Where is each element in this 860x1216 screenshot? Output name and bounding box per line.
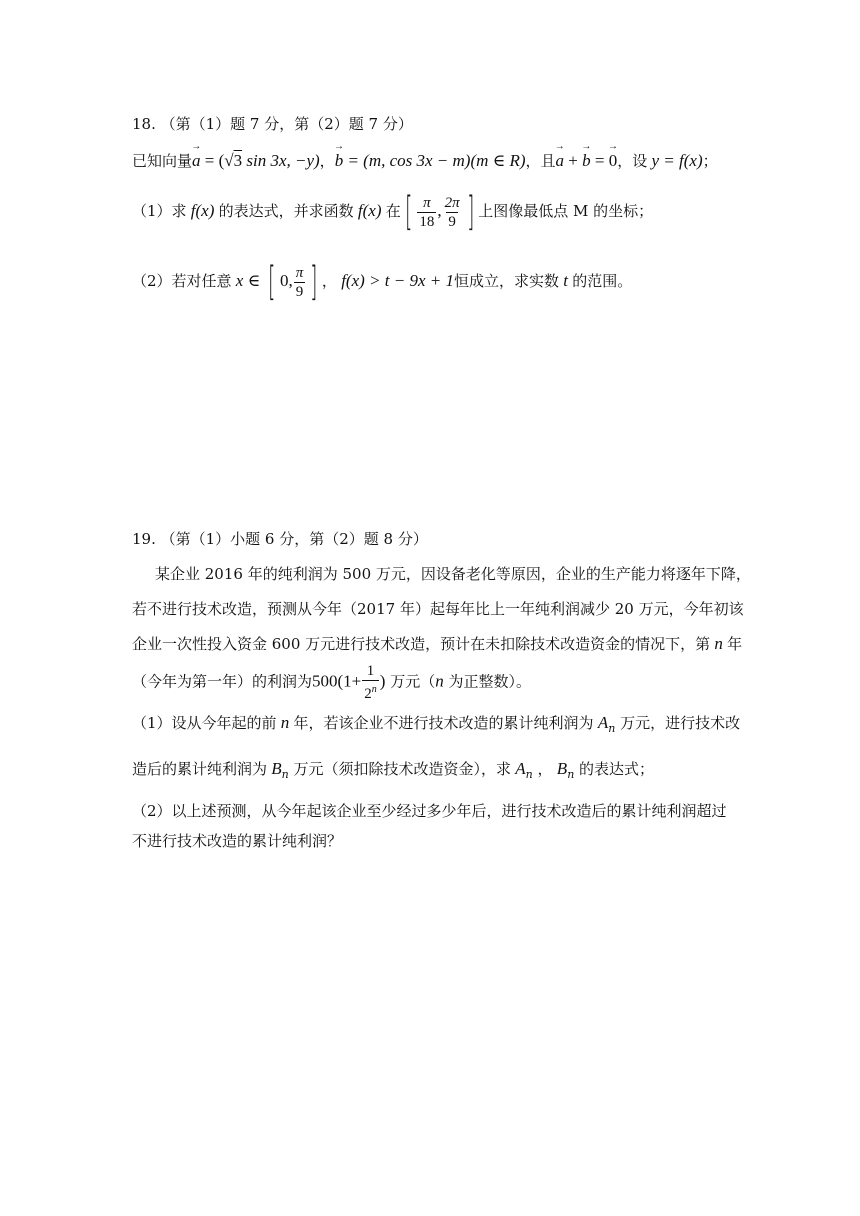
q18-p1-mid: 的表达式，并求函数: [218, 202, 354, 220]
q19-header: 19. （第（1）小题 6 分，第（2）题 8 分）: [132, 530, 428, 548]
q19-part2-line2: 不进行技术改造的累计纯利润？: [132, 832, 343, 850]
q18-p2-x: x ∈: [231, 271, 265, 290]
set-text: ，设: [617, 152, 648, 170]
q18-p1-fx2: f(x): [353, 201, 386, 220]
q19-para-line4: [132, 662, 531, 703]
q18-p1-in: 在: [385, 202, 401, 220]
vec-zero: → 0: [609, 151, 618, 171]
sqrt-symbol: √: [224, 151, 234, 170]
q18-p1-fx1: f(x): [186, 201, 219, 220]
q19-p1-e: 万元（须扣除技术改造资金），求: [288, 760, 512, 778]
right-bracket: ]: [310, 259, 318, 305]
q18-p2-suffix: 的范围。: [572, 272, 633, 290]
q19-p1-B2-sub: n: [567, 768, 575, 781]
q19-p1-A2-sub: n: [525, 768, 533, 781]
q19-para4-a: （今年为第一年）的利润为: [132, 672, 313, 691]
q19-para4-n: n: [435, 671, 444, 691]
q18-p2-t: t: [558, 271, 573, 290]
sqrt-three: 3: [233, 151, 243, 170]
q18-part2: [132, 259, 633, 305]
equals-zero: =: [590, 151, 609, 170]
interval-zero: 0,: [280, 271, 293, 290]
q19-para3-b: 年: [727, 635, 743, 653]
plus-sign: +: [564, 151, 583, 170]
q19-p1-A: A: [593, 713, 609, 732]
q19-p1-a: （1）设从今年起的前: [132, 714, 277, 732]
eq-a-part2: sin 3x, −y): [242, 151, 320, 170]
q19-p1-d: 造后的累计纯利润为: [132, 760, 268, 778]
power-exponent: n: [371, 684, 377, 695]
q19-para-line1: 某企业 2016 年的纯利润为 500 万元，因设备老化等原因，企业的生产能力将逐年下降，: [155, 565, 751, 583]
fraction-1-over-2n: [362, 662, 379, 703]
fraction-pi-18: [417, 194, 436, 231]
profit-expr-1: 500(1+: [312, 671, 362, 691]
q19-para4-c: 为正整数）。: [443, 672, 531, 691]
q19-p1-f: ，: [532, 760, 553, 778]
fraction-numerator: π: [295, 264, 304, 281]
q19-para4-b: 万元（: [385, 672, 436, 691]
fraction-denominator: 18: [419, 213, 435, 230]
q18-given: [132, 150, 718, 171]
q19-p1-A2: A: [511, 759, 526, 778]
power-base: 2: [364, 686, 372, 702]
vec-a-2: → a: [556, 151, 565, 171]
q19-para-line2: 若不进行技术改造，预测从今年（2017 年）起每年比上一年纯利润减少 20 万元，今年初该: [132, 600, 744, 618]
eq-b: = (m, cos 3x − m)(m ∈ R): [343, 151, 526, 170]
eq-y: y = f(x): [647, 151, 703, 170]
q18-given-prefix: 已知向量: [132, 152, 193, 170]
vec-b: → b: [335, 151, 344, 171]
fraction-denominator: 9: [448, 213, 456, 230]
q19-part1-line2: [132, 758, 654, 781]
right-bracket: ]: [466, 189, 474, 235]
q19-p1-g: 的表达式；: [574, 760, 655, 778]
fraction-numerator: 1: [366, 663, 375, 679]
q18-p1-prefix: （1）求: [132, 202, 187, 220]
q19-part1-line1: [132, 712, 740, 735]
q19-p1-B-sub: n: [281, 768, 289, 781]
q19-p1-B: B: [267, 759, 282, 778]
q19-p1-A-sub: n: [608, 722, 616, 735]
fraction-numerator: 2π: [444, 194, 460, 211]
q19-para3-a: 企业一次性投入资金 600 万元进行技术改造，预计在未扣除技术改造资金的情况下，第: [132, 635, 711, 653]
q18-header: 18. （第（1）题 7 分，第（2）题 7 分）: [132, 115, 413, 133]
fraction-denominator: [362, 680, 379, 703]
and-text: ，且: [525, 152, 556, 170]
fraction-pi-9: [294, 264, 306, 301]
q19-p1-c: 万元，进行技术改: [615, 714, 741, 732]
q19-p1-B2: B: [552, 759, 568, 778]
q18-part1: [132, 189, 654, 235]
fraction-numerator: π: [423, 194, 431, 211]
q19-para-line3: [132, 633, 742, 654]
q18-p1-suffix: 上图像最低点 M 的坐标；: [478, 202, 654, 220]
left-bracket: [: [405, 189, 413, 235]
q18-p2-inequality: f(x) > t − 9x + 1: [336, 271, 454, 290]
eq-a-part1: = (: [200, 151, 225, 170]
vec-b-2: → b: [582, 151, 591, 171]
vec-a: → a: [192, 151, 201, 171]
q19-part2-line1: （2）以上述预测，从今年起该企业至少经过多少年后，进行技术改造后的累计纯利润超过: [132, 802, 727, 820]
comma-1: ，: [319, 152, 335, 170]
q19-p1-b: 年，若该企业不进行技术改造的累计纯利润为: [293, 714, 594, 732]
q18-p2-comma: ，: [321, 272, 337, 290]
q19-p1-n: n: [276, 713, 294, 732]
left-bracket: [: [268, 259, 276, 305]
q19-para3-n: n: [710, 634, 728, 653]
q18-p2-mid: 恒成立，求实数: [453, 272, 559, 290]
profit-expr-2: ): [379, 671, 386, 691]
q18-p2-prefix: （2）若对任意: [132, 272, 232, 290]
fraction-2pi-9: [443, 194, 462, 231]
interval-comma: ,: [437, 201, 442, 220]
fraction-denominator: 9: [295, 283, 304, 300]
semicolon: ；: [702, 152, 718, 170]
